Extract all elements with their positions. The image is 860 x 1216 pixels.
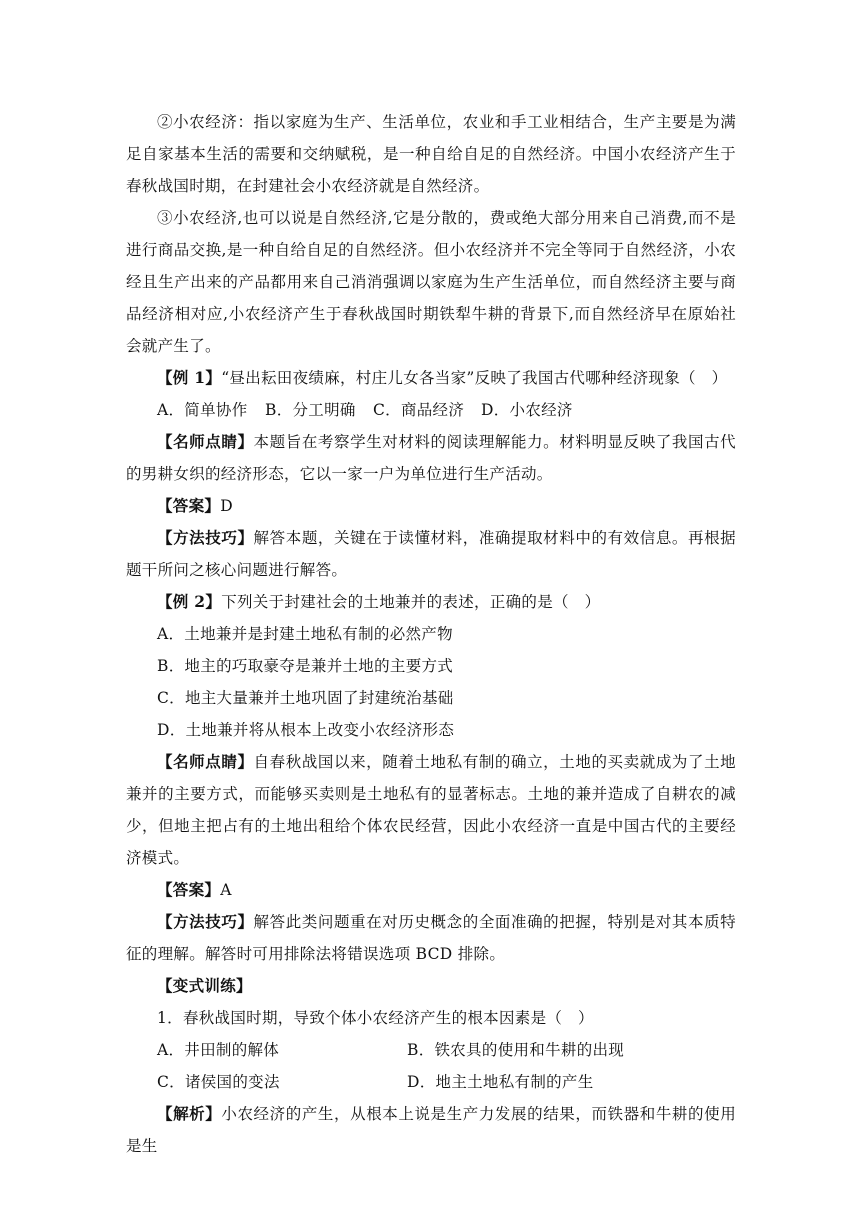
example-1-question-text: “昼出耘田夜绩麻，村庄儿女各当家”反映了我国古代哪种经济现象（ ） xyxy=(221,369,728,387)
example-2-tag: 【例 2】 xyxy=(157,592,222,611)
example-1-option-c: C．商品经济 xyxy=(373,401,465,419)
document-body xyxy=(126,106,736,1162)
paragraph-small-peasant-definition: ②小农经济：指以家庭为生产、生活单位，农业和手工业相结合，生产主要是为满足自家基本生活的需要和交纳赋税，是一种自给自足的自然经济。中国小农经济产生于春秋战国时期，在封建社会小农经济就是自然经济。 xyxy=(126,113,736,195)
training-options-row-2 xyxy=(126,1066,736,1098)
paragraph-small-peasant-comparison: ③小农经济,也可以说是自然经济,它是分散的，费或绝大部分用来自己消费,而不是进行商品交换,是一种自给自足的自然经济。但小农经济并不完全等同于自然经济，小农经且生产出来的产品都用来自己消消强调以家庭为生产生活单位，而自然经济主要与商品经济相对应,小农经济产生于春秋战国时期铁犁牛耕的背景下,而自然经济早在原始社会就产生了。 xyxy=(126,209,736,355)
example-1-option-d: D．小农经济 xyxy=(481,401,573,419)
example-1-answer-tag: 【答案】 xyxy=(157,496,221,515)
example-1-tip xyxy=(126,426,736,490)
training-analysis xyxy=(126,1098,736,1162)
example-2-answer-value: A xyxy=(220,881,232,899)
example-2-tip-tag: 【名师点睛】 xyxy=(157,752,254,771)
training-analysis-tag: 【解析】 xyxy=(157,1104,222,1123)
example-2-method-tag: 【方法技巧】 xyxy=(157,912,254,931)
example-1-question xyxy=(126,362,736,394)
example-1-tip-text: 本题旨在考察学生对材料的阅读理解能力。材料明显反映了我国古代的男耕女织的经济形态，它以一家一户为单位进行生产活动。 xyxy=(126,433,736,483)
example-2-method xyxy=(126,906,736,970)
training-options-row-1 xyxy=(126,1034,736,1066)
example-1-options xyxy=(126,394,736,426)
example-1-method-text: 解答本题，关键在于读懂材料，准确提取材料中的有效信息。再根据题干所问之核心问题进行解答。 xyxy=(126,529,736,579)
example-1-option-b: B．分工明确 xyxy=(265,401,356,419)
example-1-option-a: A．简单协作 xyxy=(157,401,248,419)
example-2-tip-text: 自春秋战国以来，随着土地私有制的确立，土地的买卖就成为了土地兼并的主要方式，而能够买卖则是土地私有的显著标志。土地的兼并造成了自耕农的减少，但地主把占有的土地出租给个体农民经营，因此小农经济一直是中国古代的主要经济模式。 xyxy=(126,753,736,867)
example-2-option-c: C．地主大量兼并土地巩固了封建统治基础 xyxy=(157,689,454,707)
example-2-method-text: 解答此类问题重在对历史概念的全面准确的把握，特别是对其本质特征的理解。解答时可用排除法将错误选项 BCD 排除。 xyxy=(126,913,736,963)
example-2-answer-tag: 【答案】 xyxy=(157,880,221,899)
example-2-question xyxy=(126,586,736,618)
example-1-tag: 【例 1】 xyxy=(157,368,222,387)
training-question-1: 1．春秋战国时期，导致个体小农经济产生的根本因素是（ ） xyxy=(157,1009,594,1027)
example-1-answer xyxy=(126,490,736,522)
training-heading: 【变式训练】 xyxy=(157,976,252,995)
example-2-option-b: B．地主的巧取豪夺是兼并土地的主要方式 xyxy=(157,657,454,675)
example-1-method xyxy=(126,522,736,586)
training-analysis-text: 小农经济的产生，从根本上说是生产力发展的结果，而铁器和牛耕的使用是生 xyxy=(126,1105,737,1155)
example-2-option-d: D．土地兼并将从根本上改变小农经济形态 xyxy=(157,721,455,739)
example-2-option-a: A．土地兼并是封建土地私有制的必然产物 xyxy=(157,625,453,643)
example-1-method-tag: 【方法技巧】 xyxy=(157,528,254,547)
training-option-c: C．诸侯国的变法 xyxy=(157,1073,280,1091)
example-1-tip-tag: 【名师点睛】 xyxy=(157,432,254,451)
example-2-answer xyxy=(126,874,736,906)
example-1-answer-value: D xyxy=(220,497,233,515)
example-2-question-text: 下列关于封建社会的土地兼并的表述，正确的是（ ） xyxy=(221,593,601,611)
example-2-tip xyxy=(126,746,736,874)
training-option-a: A．井田制的解体 xyxy=(157,1041,280,1059)
training-option-b: B．铁农具的使用和牛耕的出现 xyxy=(407,1041,625,1059)
training-option-d: D．地主土地私有制的产生 xyxy=(407,1073,594,1091)
